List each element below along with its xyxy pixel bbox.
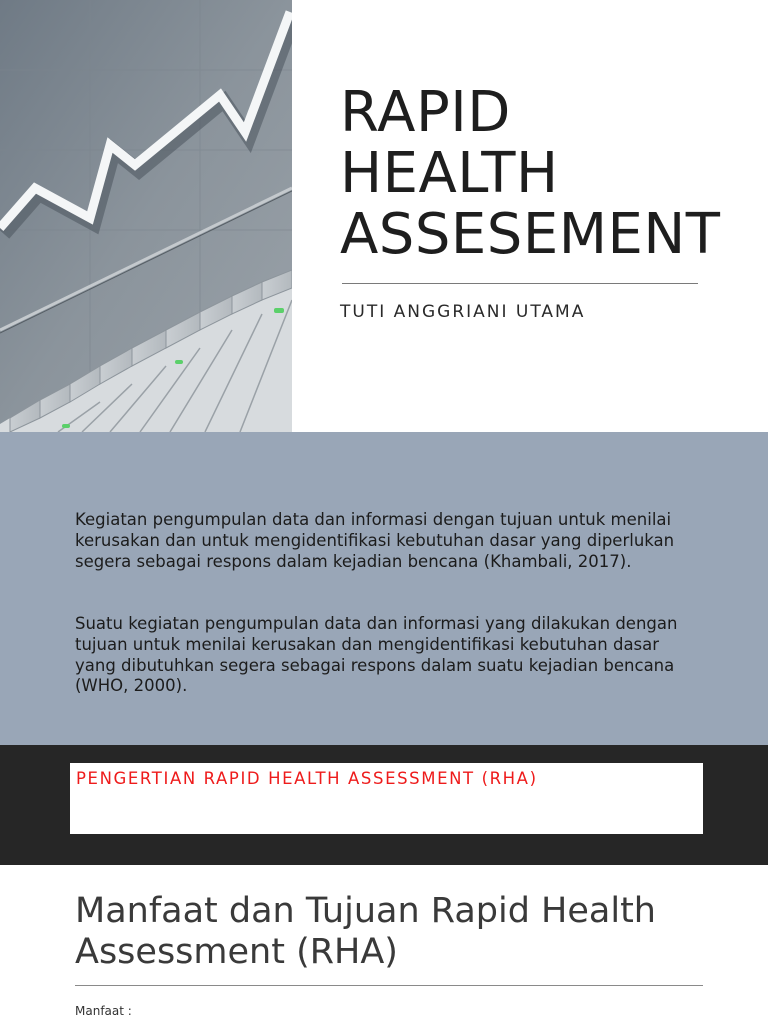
title-line: RAPID xyxy=(340,80,511,145)
hero-image xyxy=(0,0,292,432)
definition-paragraph-2: Suatu kegiatan pengumpulan data dan informasi yang dilakukan dengan tujuan untuk menilai kerusakan dan mengidentifikasi kebutuhan dasar yang dibutuhkan segera sebagai respons dalam suatu kejadian bencana (WHO, 2000). xyxy=(75,614,678,696)
definition-paragraph-1: Kegiatan pengumpulan data dan informasi dengan tujuan untuk menilai kerusakan dan untuk mengidentifikasi kebutuhan dasar yang diperlukan segera sebagai respons dalam kejadian bencana (Khambali, 2017). xyxy=(75,510,675,571)
title-line: HEALTH xyxy=(340,141,559,206)
presentation-title xyxy=(340,82,721,265)
stairs-graph-illustration xyxy=(0,0,292,432)
benefits-title-line: Assessment (RHA) xyxy=(75,932,398,972)
benefits-slide xyxy=(0,865,768,1024)
author-name: TUTI ANGGRIANI UTAMA xyxy=(340,302,586,322)
benefits-label: Manfaat : xyxy=(75,1004,132,1018)
benefits-divider xyxy=(75,985,703,986)
title-divider xyxy=(342,283,698,284)
definition-panel xyxy=(0,432,768,745)
heading-box xyxy=(70,763,703,834)
heading-band xyxy=(0,745,768,865)
title-slide xyxy=(0,0,768,432)
benefits-title xyxy=(75,891,715,973)
rha-definition-heading: PENGERTIAN RAPID HEALTH ASSESSMENT (RHA) xyxy=(76,769,538,788)
title-line: ASSESEMENT xyxy=(340,202,721,267)
benefits-title-line: Manfaat dan Tujuan Rapid Health xyxy=(75,891,656,931)
